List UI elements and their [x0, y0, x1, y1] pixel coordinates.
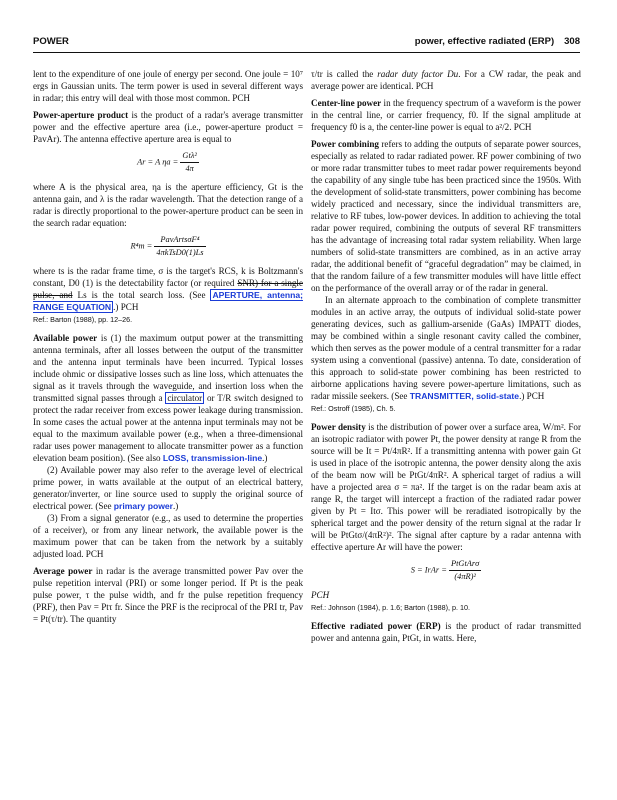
right-column — [311, 68, 581, 649]
equation-fraction — [180, 150, 199, 175]
header-running-title — [415, 36, 580, 47]
equation-denominator: 4π — [185, 164, 194, 173]
entry-available-power: Available power is (1) the maximum output power at the transmitting antenna terminals, after all losses between the output of the transmitter and the antenna input terminals have been incurred. Typical losses include ohmic or dissipative losses such as line loss, which attenuates the signal as it travels through the waveguide, and insertion loss when the transmitted signal passes through a circulator or T/R switch designed to protect the radar receiver from excess power leakage during transmission. In some cases the actual power at the antenna input terminals may not be equal to the maximum available power (e.g., when a three-dimensional radar uses power management to allocate transmitter power as a function elevation beam position). (See also LOSS, transmission-line.) — [33, 333, 303, 463]
header-rule — [33, 52, 580, 53]
term-power-density: Power density — [311, 422, 366, 432]
definition-text: is the product of a radar's average transmitter power and the effective aperture area (i.e., power-aperture product = PavAr). The antenna effective aperture area is equal to — [33, 110, 303, 144]
intro-paragraph: lent to the expenditure of one joule of energy per second. One joule = 10⁷ ergs in Gaussian units. The term power is used in several different ways in radar; this entry will deal with those most common. PCH — [33, 69, 303, 103]
xref-loss-transmission-line[interactable]: LOSS, transmission-line — [162, 453, 263, 463]
left-column — [33, 68, 303, 630]
equation-numerator: PtGtArσ — [449, 558, 481, 571]
term-center-line-power: Center-line power — [311, 98, 382, 108]
equation-lhs: R⁴m = — [130, 241, 153, 251]
equation-effective-aperture — [33, 150, 303, 175]
term-available-power: Available power — [33, 333, 98, 343]
where-paragraph-2: where ts is the radar frame time, σ is the target's RCS, k is Boltzmann's constant, D0 (1) is the detectability factor (or required SNR) for a single pulse, and Ls is the total search loss. (See APERTURE, antenna; RANGE EQUATION .) PCH — [33, 266, 303, 312]
xref-range-equation[interactable]: RANGE EQUATION — [33, 302, 112, 312]
term-power-combining: Power combining — [311, 139, 379, 149]
equation-denominator: (4πR)² — [454, 572, 476, 581]
reference-note: Ref.: Ostroff (1985), Ch. 5. — [311, 404, 396, 413]
power-combining-paragraph-2: In an alternate approach to the combination of complete transmitter modules in an active array, the outputs of individual solid-state power generating devices, such as gallium-arsenide (GaAs) IMPATT diodes, may be combined within a single resonant cavity called the combiner, which then serves as the power module of a central transmitter for a radar system using a conventional (passive) antenna. To date, consideration of this approach to solid-state power combining has been restricted to airborne applications having severe power-aperture limitations, such as radar missile seekers. (See TRANSMITTER, solid-state.) PCH — [311, 295, 581, 401]
equation-numerator: Gtλ² — [180, 150, 199, 163]
term-average-power: Average power — [33, 566, 93, 576]
equation-fraction — [449, 558, 481, 583]
boxed-word-circulator: circulator — [167, 393, 203, 403]
page-number: 308 — [564, 36, 580, 47]
equation-search-radar — [33, 234, 303, 259]
page-header — [33, 36, 580, 50]
equation-lhs: S = IrAr = — [410, 565, 447, 575]
entry-effective-radiated-power: Effective radiated power (ERP) is the product of radar transmitted power and antenna gain, PtGt, in watts. Here, — [311, 621, 581, 643]
term-power-aperture-product: Power-aperture product — [33, 110, 129, 120]
equation-denominator: 4πkTsD0(1)Ls — [156, 248, 204, 257]
entry-average-power: Average power in radar is the average transmitted power Pav over the pulse repetition interval (PRI) or some longer period. If Pt is the peak pulse power, τ the pulse width, and fr the pulse repetition frequency (PRF), then Pav = Ptτ fr. Since the PRF is the reciprocal of the PRI tr, Pav = Pt(τ/tr). The quantity — [33, 566, 303, 624]
equation-fraction — [154, 234, 205, 259]
available-power-def-3: (3) From a signal generator (e.g., as used to determine the properties of a receiver), or from any linear network, the available power is the maximum power that can be taken from the network by a suitably adjusted load. PCH — [33, 513, 303, 559]
equation-lhs: Ar = A ηa = — [137, 157, 179, 167]
available-power-def-2: (2) Available power may also refer to the average level of electrical prime power, in watts available at the output of an electrical battery, generator/inverter, or line source used to supply the original source of electrical power. (See primary power.) — [33, 465, 303, 511]
entry-power-combining: Power combining refers to adding the outputs of separate power sources, especially as related to radar radiated power. RF power combining of two or more radar transmitter tubes to meet radar power requirements beyond the capability of any single tube has been practiced since the 1950s. With the development of solid-state transmitters, power combining has become widely practiced and necessary, since the individual transmitters are, relative to RF tubes, low-power devices. In addition to achieving the total radar power required, combining the outputs of several RF transmitters has the advantage of increasing total radar system reliability. When large numbers of solid-state transmitters are combined, as in an active array radar, the additional benefit of “graceful degradation” may be claimed, in that the random failure of a few transmitter modules will have little effect on the performance of the overall array or of the radar in general. — [311, 139, 581, 293]
italic-duty-factor: radar duty factor Du — [377, 69, 459, 79]
duty-factor-paragraph: τ/tr is called the radar duty factor Du. For a CW radar, the peak and average power are identical. PCH — [311, 69, 581, 91]
xref-aperture-antenna[interactable]: APERTURE, antenna; — [212, 290, 303, 300]
reference-note: Ref.: Johnson (1984), p. 1.6; Barton (1988), p. 10. — [311, 603, 471, 612]
struck-text: SNR) for a single pulse, and — [33, 278, 303, 300]
xref-transmitter-solid-state[interactable]: TRANSMITTER, solid-state — [409, 391, 520, 401]
where-paragraph: where A is the physical area, ηa is the aperture efficiency, Gt is the antenna gain, and λ is the radar wavelength. That the detection range of a radar is directly proportional to the power-aperture product can be seen in the search radar equation: — [33, 182, 303, 228]
entry-center-line-power: Center-line power in the frequency spectrum of a waveform is the power in the central line, or carrier frequency, f0. If the signal amplitude at frequency f0 is a, the center-line power is equal to a²/2. PCH — [311, 98, 581, 132]
equation-numerator: PavArtsσF⁴ — [154, 234, 205, 247]
reference-note: Ref.: Barton (1988), pp. 12–26. — [33, 315, 133, 324]
xref-primary-power[interactable]: primary power — [113, 501, 174, 511]
entry-power-aperture-product — [33, 109, 303, 145]
equation-signal-power — [311, 558, 581, 583]
entry-power-density: Power density is the distribution of power over a surface area, W/m². For an isotropic radiator with power Pt, the power density at range R from the source will be It = Pt/4πR². If a transmitting antenna with power gain Gt is used in place of the isotropic antenna, the power density along the axis of the beam now will be PtGt/4πR². A spherical target of radius a will have a projected area σ = πa². If the target is on the radar beam axis at range R, the target will intercept a fraction of the radiated radar power given by Pt = Itσ. This power will be reradiated isotropically by the spherical target and the power density of the return signal at the radar Ir will be PtGtσ/(4πR²)². The signal after capture by a radar antenna with effective aperture Ar will have the power: — [311, 422, 581, 552]
author-initials: PCH — [311, 590, 330, 600]
header-entry-title: power, effective radiated (ERP) — [414, 36, 555, 47]
header-section-title: POWER — [33, 36, 69, 47]
term-effective-radiated-power: Effective radiated power (ERP) — [311, 621, 441, 631]
